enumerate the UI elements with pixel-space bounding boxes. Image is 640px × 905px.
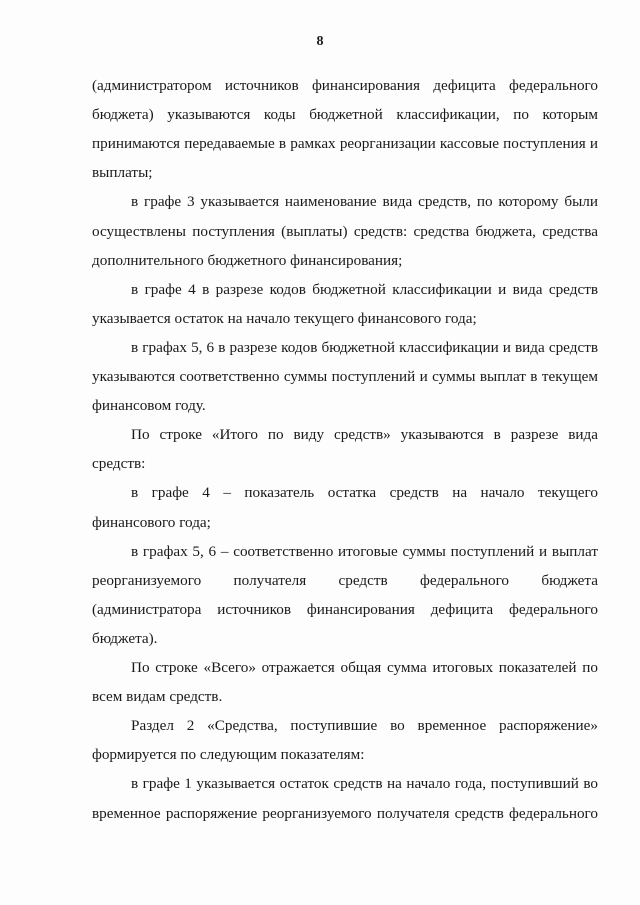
text-line: выплаты; <box>92 164 153 181</box>
text-line: временное распоряжение реорганизуемого получателя средств федерального <box>92 805 598 822</box>
text-line: в графе 4 в разрезе кодов бюджетной классификации и вида средств <box>131 281 598 298</box>
text-line: (администратором источников финансирования дефицита федерального <box>92 77 598 94</box>
text-line: Раздел 2 «Средства, поступившие во временное распоряжение» <box>131 717 598 734</box>
text-line: указывается остаток на начало текущего финансового года; <box>92 310 477 327</box>
text-line: в графе 1 указывается остаток средств на начало года, поступивший во <box>131 775 598 792</box>
text-line: принимаются передаваемые в рамках реорганизации кассовые поступления и <box>92 135 598 152</box>
text-line: финансовом году. <box>92 397 206 414</box>
text-line: осуществлены поступления (выплаты) средств: средства бюджета, средства <box>92 223 598 240</box>
text-line: указываются соответственно суммы поступлений и суммы выплат в текущем <box>92 368 598 385</box>
text-line: По строке «Всего» отражается общая сумма итоговых показателей по <box>131 659 598 676</box>
page-number: 8 <box>316 34 324 49</box>
text-line: в графах 5, 6 в разрезе кодов бюджетной классификации и вида средств <box>131 339 598 356</box>
text-line: в графе 4 – показатель остатка средств на начало текущего <box>131 484 598 501</box>
text-line: (администратора источников финансирования дефицита федерального <box>92 601 598 618</box>
text-line: бюджета) указываются коды бюджетной классификации, по которым <box>92 106 598 123</box>
text-line: средств: <box>92 455 146 472</box>
text-line: финансового года; <box>92 514 211 531</box>
text-line: формируется по следующим показателям: <box>92 746 365 763</box>
text-line: дополнительного бюджетного финансирования; <box>92 252 403 269</box>
text-line: всем видам средств. <box>92 688 223 705</box>
text-line: реорганизуемого получателя средств федерального бюджета <box>92 572 598 589</box>
text-line: в графе 3 указывается наименование вида средств, по которому были <box>131 193 598 210</box>
text-line: бюджета). <box>92 630 158 647</box>
text-line: в графах 5, 6 – соответственно итоговые суммы поступлений и выплат <box>131 543 598 560</box>
text-line: По строке «Итого по виду средств» указываются в разрезе вида <box>131 426 598 443</box>
